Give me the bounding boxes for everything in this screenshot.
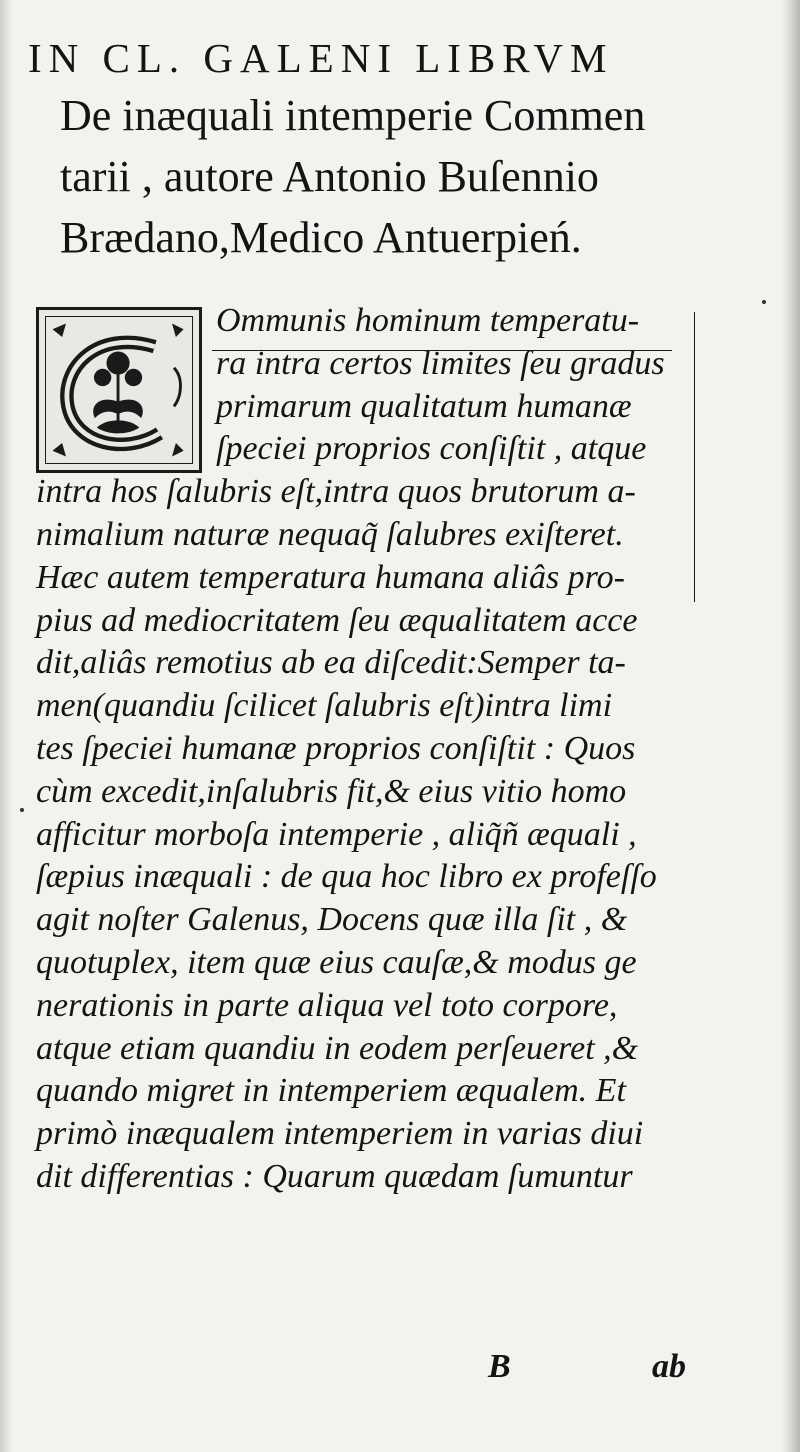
text-line: quotuplex, item quæ eius cauſæ,& modus ge	[36, 943, 637, 981]
text-line: nerationis in parte aliqua vel toto corpore,	[36, 986, 618, 1024]
signature-mark: B	[488, 1348, 511, 1385]
text-line: agit noſter Galenus, Docens quæ illa ſit , &	[36, 901, 628, 939]
heading-line-4: Brædano,Medico Antuerpień.	[60, 213, 582, 262]
text-line: nimalium naturæ nequaq̃ ſalubres exiſteret.	[36, 515, 624, 553]
text-line: pius ad mediocritatem ſeu æqualitatem acce	[36, 601, 638, 639]
text-line: primarum qualitatum humanæ	[216, 387, 632, 425]
text-line: Hæc autem temperatura humana aliâs pro-	[36, 558, 625, 596]
text-line: quando migret in intemperiem æqualem. Et	[36, 1072, 626, 1110]
body-text	[36, 300, 686, 1199]
page-footer	[36, 1348, 686, 1388]
text-line: ſpeciei proprios conſiſtit , atque	[216, 430, 647, 468]
margin-rule	[694, 312, 695, 602]
page-right-edge	[782, 0, 800, 1452]
heading-block	[28, 35, 708, 277]
heading-line-1: IN CL. GALENI LIBRVM	[28, 35, 614, 81]
text-line: Ommunis hominum temperatu-	[216, 302, 640, 339]
text-line: dit differentias : Quarum quædam ſumuntur	[36, 1157, 633, 1195]
heading-line-2: De inæquali intemperie Commen	[60, 91, 646, 140]
heading-line-3: tarii , autore Antonio Buſennio	[60, 152, 599, 201]
text-line: cùm excedit,inſalubris fit,& eius vitio homo	[36, 772, 627, 810]
text-line: dit,aliâs remotius ab ea diſcedit:Semper ta-	[36, 644, 626, 682]
ink-speck	[762, 300, 766, 304]
text-line: intra hos ſalubris eſt,intra quos brutorum a-	[36, 473, 636, 511]
text-line: tes ſpeciei humanæ proprios conſiſtit : Quos	[36, 729, 636, 767]
ink-speck	[20, 808, 24, 812]
text-line: men(quandiu ſcilicet ſalubris eſt)intra limi	[36, 687, 613, 725]
text-line: primò inæqualem intemperiem in varias diui	[36, 1115, 644, 1153]
text-line: ſæpius inæquali : de qua hoc libro ex profeſſo	[36, 858, 657, 896]
text-line: ra intra certos limites ſeu gradus	[216, 344, 665, 382]
page-left-shadow	[0, 0, 12, 1452]
text-line: atque etiam quandiu in eodem perſeueret ,&	[36, 1029, 639, 1067]
catchword: ab	[652, 1348, 686, 1385]
text-line: afficitur morboſa intemperie , aliq̃ñ æquali ,	[36, 815, 637, 853]
